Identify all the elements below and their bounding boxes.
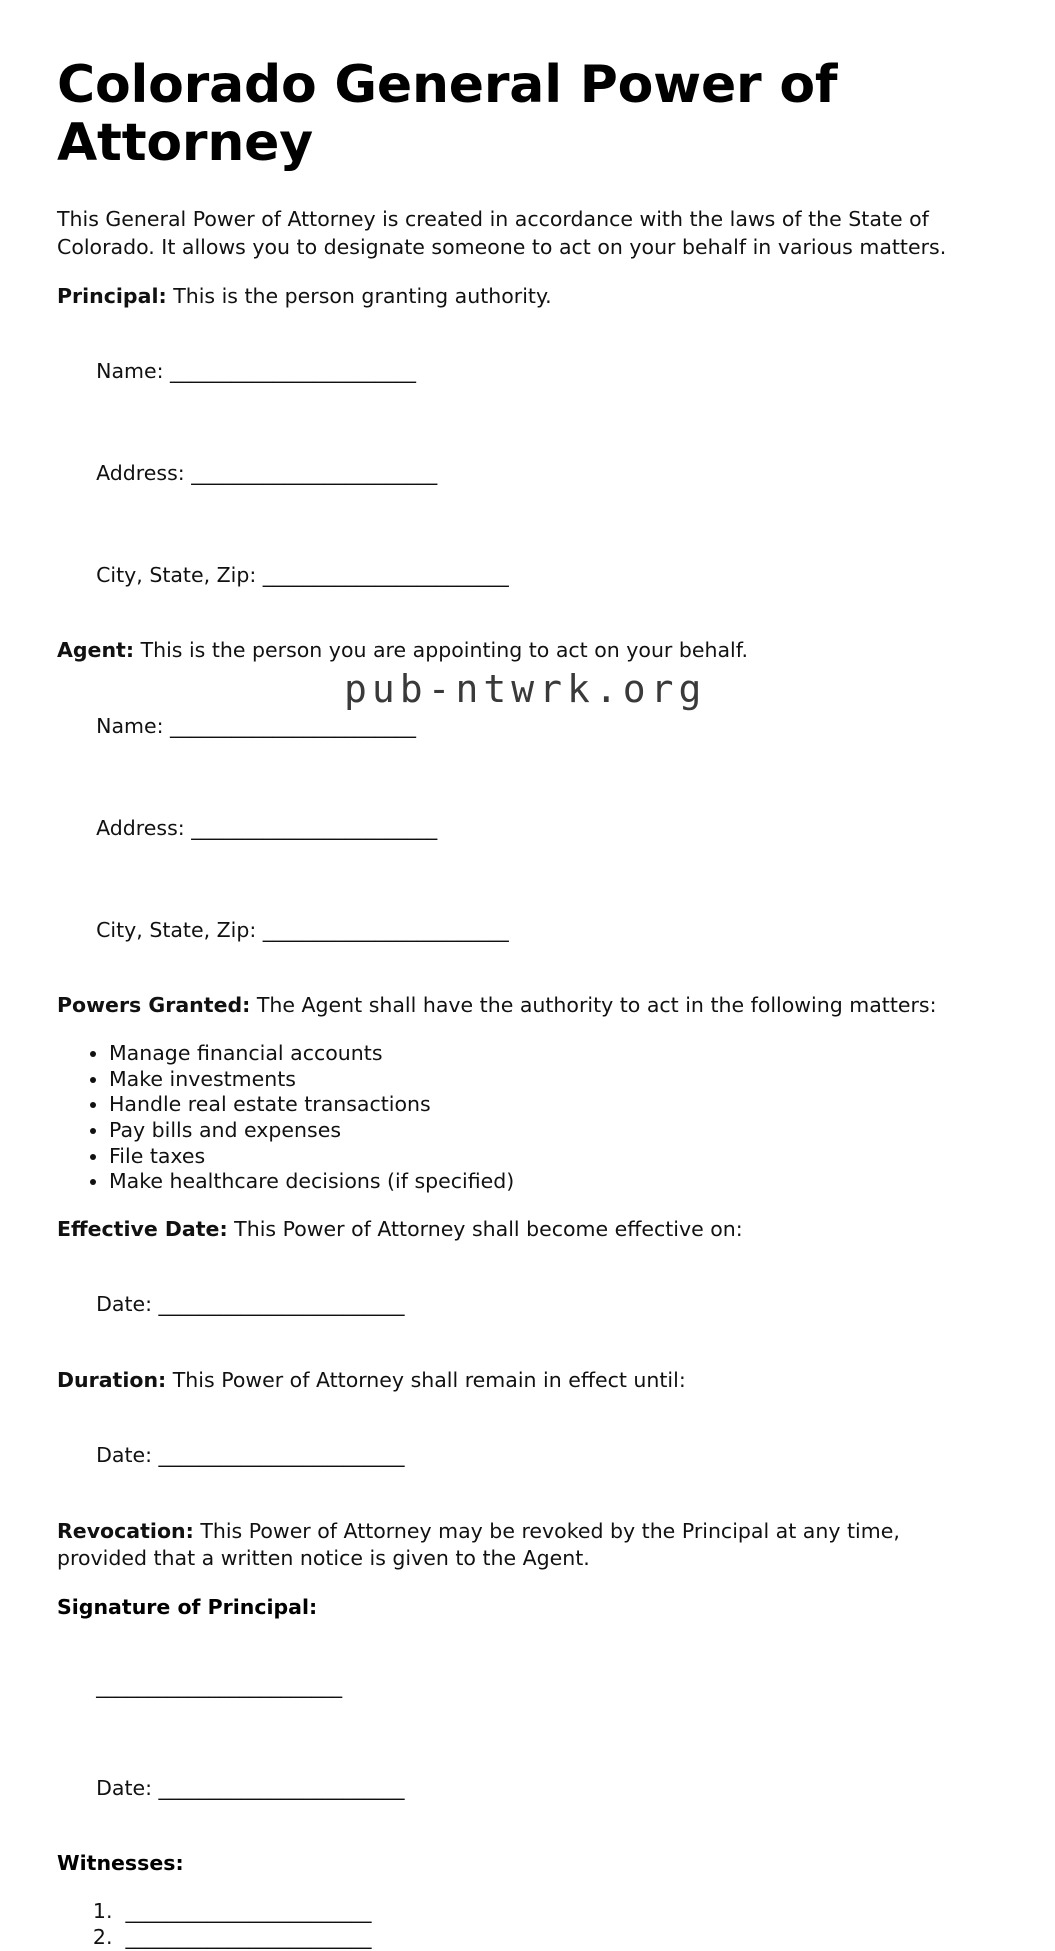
witness-2-blank[interactable]: 2. ________________________ (119, 1925, 962, 1951)
effective-date-blank[interactable]: ________________________ (158, 1292, 405, 1317)
agent-name-blank[interactable]: ________________________ (170, 714, 417, 739)
list-item: • Pay bills and expenses (109, 1118, 962, 1143)
agent-citystatezip-field (57, 890, 962, 970)
agent-section-intro (57, 637, 962, 664)
list-item: • Manage financial accounts (109, 1041, 962, 1066)
signature-heading: Signature of Principal: (57, 1594, 318, 1619)
duration-description: This Power of Attorney shall remain in effect until: (166, 1367, 686, 1392)
intro-text: This General Power of Attorney is created in accordance with the laws of the State of Colorado. It allows you to designate someone to act on your behalf in various matters. (57, 207, 947, 259)
page-title: Colorado General Power of Attorney (57, 55, 838, 174)
list-item: • Handle real estate transactions (109, 1092, 962, 1117)
agent-label: Agent: (57, 638, 135, 663)
principal-description: This is the person granting authority. (166, 283, 552, 308)
powers-list (57, 1041, 962, 1194)
witness-1-blank[interactable]: 1. ________________________ (119, 1899, 962, 1925)
principal-label: Principal: (57, 283, 167, 308)
effective-date-description: This Power of Attorney shall become effective on: (227, 1216, 743, 1241)
duration-intro (57, 1367, 962, 1394)
principal-address-blank[interactable]: ________________________ (191, 461, 438, 486)
agent-name-field (57, 686, 962, 766)
effective-date-intro (57, 1216, 962, 1243)
revocation-paragraph (57, 1518, 962, 1572)
principal-citystatezip-field (57, 535, 962, 615)
effective-date-field (57, 1265, 962, 1345)
agent-address-field (57, 788, 962, 868)
agent-description: This is the person you are appointing to act on your behalf. (134, 638, 748, 663)
agent-address-blank[interactable]: ________________________ (191, 815, 438, 840)
agent-citystatezip-label: City, State, Zip: (96, 917, 263, 942)
principal-citystatezip-blank[interactable]: ________________________ (262, 563, 509, 588)
principal-section-intro (57, 283, 962, 310)
signature-blank[interactable]: ________________________ (96, 1674, 343, 1699)
agent-name-label: Name: (96, 714, 171, 739)
intro-paragraph (57, 206, 962, 260)
duration-date-blank[interactable]: ________________________ (158, 1443, 405, 1468)
principal-citystatezip-label: City, State, Zip: (96, 563, 263, 588)
signature-date-label: Date: (96, 1776, 159, 1801)
signature-line (57, 1646, 962, 1726)
powers-granted-label: Powers Granted: (57, 993, 251, 1018)
revocation-description: This Power of Attorney may be revoked by the Principal at any time, provided that a written notice is given to the Agent. (57, 1518, 900, 1570)
duration-date-field (57, 1416, 962, 1496)
list-item: • File taxes (109, 1144, 962, 1169)
principal-name-blank[interactable]: ________________________ (170, 359, 417, 384)
effective-date-label: Effective Date: (57, 1216, 228, 1241)
list-item: • Make healthcare decisions (if specified) (109, 1169, 962, 1194)
revocation-label: Revocation: (57, 1518, 194, 1543)
principal-name-label: Name: (96, 359, 171, 384)
signature-date-blank[interactable]: ________________________ (158, 1776, 405, 1801)
duration-date-field-label: Date: (96, 1443, 159, 1468)
duration-label: Duration: (57, 1367, 167, 1392)
principal-address-label: Address: (96, 461, 192, 486)
powers-granted-intro (57, 992, 962, 1019)
principal-name-field (57, 332, 962, 412)
effective-date-field-label: Date: (96, 1292, 159, 1317)
signature-date-field (57, 1748, 962, 1828)
principal-address-field (57, 434, 962, 514)
powers-granted-description: The Agent shall have the authority to act in the following matters: (250, 993, 937, 1018)
agent-citystatezip-blank[interactable]: ________________________ (262, 917, 509, 942)
list-item: • Make investments (109, 1067, 962, 1092)
witnesses-list (57, 1899, 962, 1951)
witnesses-heading: Witnesses: (57, 1851, 184, 1876)
site-watermark: pub-ntwrk.org (344, 667, 707, 711)
document-content (57, 56, 962, 1951)
agent-address-label: Address: (96, 815, 192, 840)
